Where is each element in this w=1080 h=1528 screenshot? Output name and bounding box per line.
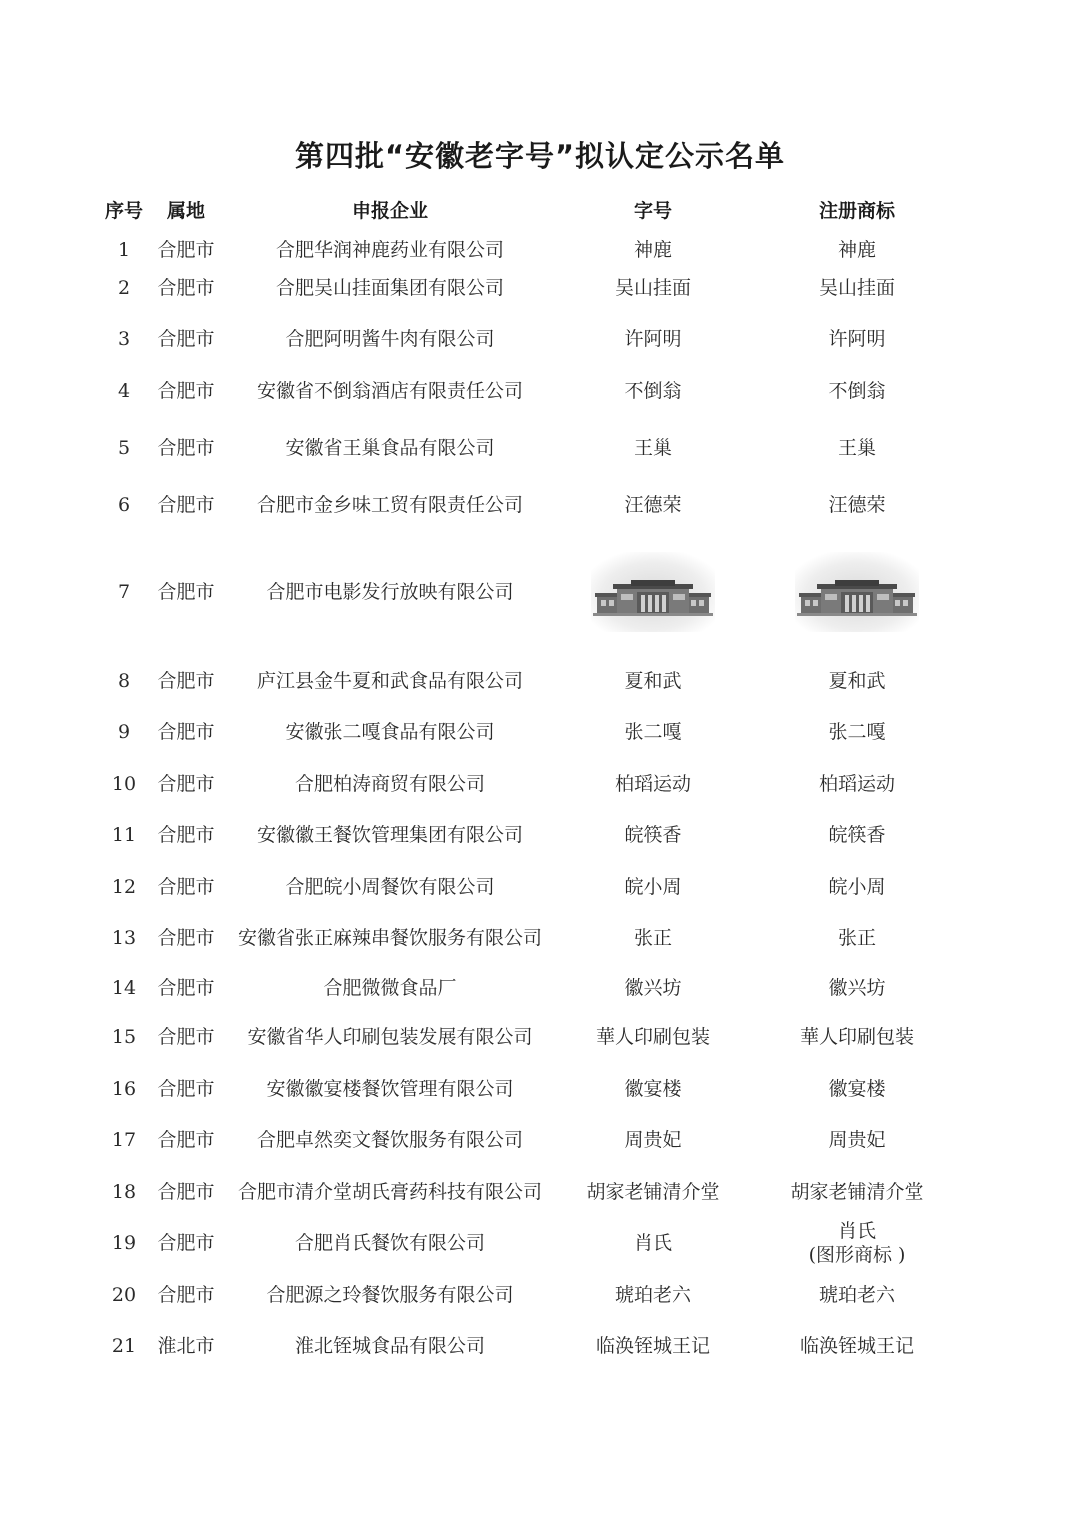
cell-enterprise: 合肥华润神鹿药业有限公司 <box>275 239 504 261</box>
cell-enterprise: 安徽省不倒翁酒店有限责任公司 <box>256 380 523 402</box>
cell-enterprise: 安徽省张正麻辣串餐饮服务有限公司 <box>237 927 542 949</box>
cell-enterprise: 安徽省王巢食品有限公司 <box>285 437 495 459</box>
cell-brand-name: 汪德荣 <box>624 494 682 516</box>
building-logo-icon <box>591 552 715 632</box>
table-row <box>0 1328 1080 1364</box>
cell-seq: 13 <box>111 927 137 949</box>
cell-location: 合肥市 <box>157 670 215 692</box>
cell-location: 合肥市 <box>157 494 215 516</box>
cell-trademark <box>765 1217 949 1269</box>
cell-enterprise: 淮北铚城食品有限公司 <box>294 1335 485 1357</box>
cell-trademark: 琥珀老六 <box>818 1284 895 1306</box>
cell-seq: 1 <box>117 239 131 261</box>
cell-trademark: 许阿明 <box>828 328 886 350</box>
cell-enterprise: 合肥源之玲餐饮服务有限公司 <box>266 1284 514 1306</box>
cell-trademark: 皖筷香 <box>828 824 886 846</box>
cell-enterprise: 安徽省华人印刷包装发展有限公司 <box>247 1026 533 1048</box>
cell-location: 合肥市 <box>157 1078 215 1100</box>
cell-enterprise: 合肥市清介堂胡氏膏药科技有限公司 <box>237 1181 542 1203</box>
cell-trademark: 汪德荣 <box>828 494 886 516</box>
cell-enterprise: 庐江县金牛夏和武食品有限公司 <box>256 670 523 692</box>
cell-location: 合肥市 <box>157 824 215 846</box>
cell-trademark: 胡家老铺清介堂 <box>790 1181 924 1203</box>
table-row <box>0 817 1080 853</box>
cell-location: 合肥市 <box>157 927 215 949</box>
table-row <box>0 714 1080 750</box>
cell-trademark: 张正 <box>837 927 876 949</box>
table-row <box>0 663 1080 699</box>
cell-seq: 20 <box>111 1284 137 1306</box>
table-row <box>0 869 1080 905</box>
cell-enterprise: 合肥吴山挂面集团有限公司 <box>275 277 504 299</box>
table-row <box>0 487 1080 523</box>
table-row <box>0 373 1080 409</box>
cell-brand-name: 王巢 <box>633 437 672 459</box>
building-logo-icon <box>795 552 919 632</box>
header-location: 属地 <box>166 200 205 222</box>
cell-brand-name: 皖筷香 <box>624 824 682 846</box>
cell-location: 合肥市 <box>157 1026 215 1048</box>
table-row <box>0 545 1080 639</box>
cell-brand-name: 周贵妃 <box>624 1129 682 1151</box>
cell-seq: 3 <box>117 328 131 350</box>
cell-enterprise: 合肥微微食品厂 <box>323 977 457 999</box>
cell-brand-name: 肖氏 <box>633 1232 672 1254</box>
cell-brand-name: 夏和武 <box>624 670 682 692</box>
cell-brand-name: 吴山挂面 <box>614 277 691 299</box>
cell-enterprise: 合肥肖氏餐饮有限公司 <box>294 1232 485 1254</box>
cell-enterprise: 合肥市电影发行放映有限公司 <box>266 581 514 603</box>
table-row <box>0 970 1080 1006</box>
header-enterprise: 申报企业 <box>351 200 428 222</box>
cell-trademark: 周贵妃 <box>828 1129 886 1151</box>
table-header <box>0 194 1080 228</box>
cell-seq: 7 <box>117 581 131 603</box>
cell-trademark: 徽宴楼 <box>828 1078 886 1100</box>
cell-seq: 5 <box>117 437 131 459</box>
cell-brand-name: 临涣铚城王记 <box>595 1335 710 1357</box>
cell-brand-name: 神鹿 <box>633 239 672 261</box>
table-row <box>0 430 1080 466</box>
cell-enterprise: 合肥卓然奕文餐饮服务有限公司 <box>256 1129 523 1151</box>
cell-brand-name <box>565 545 741 639</box>
cell-location: 合肥市 <box>157 1284 215 1306</box>
table-row <box>0 1277 1080 1313</box>
table-row <box>0 270 1080 306</box>
trademark-text: 肖氏 <box>837 1220 876 1242</box>
cell-location: 合肥市 <box>157 1232 215 1254</box>
cell-location: 合肥市 <box>157 1129 215 1151</box>
cell-seq: 9 <box>117 721 131 743</box>
cell-brand-name: 徽兴坊 <box>624 977 682 999</box>
cell-trademark: 神鹿 <box>837 239 876 261</box>
cell-seq: 10 <box>111 773 137 795</box>
cell-seq: 4 <box>117 380 131 402</box>
cell-enterprise: 合肥阿明酱牛肉有限公司 <box>285 328 495 350</box>
header-trademark: 注册商标 <box>818 200 895 222</box>
cell-trademark: 柏瑫运动 <box>818 773 895 795</box>
cell-location: 合肥市 <box>157 581 215 603</box>
cell-location: 合肥市 <box>157 977 215 999</box>
cell-location: 合肥市 <box>157 1181 215 1203</box>
cell-seq: 8 <box>117 670 131 692</box>
cell-location: 合肥市 <box>157 721 215 743</box>
cell-location: 合肥市 <box>157 277 215 299</box>
cell-seq: 21 <box>111 1335 137 1357</box>
cell-location: 合肥市 <box>157 773 215 795</box>
table-row <box>0 1122 1080 1158</box>
cell-seq: 16 <box>111 1078 137 1100</box>
cell-brand-name: 柏瑫运动 <box>614 773 691 795</box>
cell-trademark: 临涣铚城王记 <box>799 1335 914 1357</box>
page-title: 第四批“安徽老字号”拟认定公示名单 <box>294 139 786 173</box>
cell-enterprise: 安徽徽宴楼餐饮管理有限公司 <box>266 1078 514 1100</box>
cell-location: 淮北市 <box>157 1335 215 1357</box>
header-brand-name: 字号 <box>633 200 672 222</box>
cell-trademark: 吴山挂面 <box>818 277 895 299</box>
cell-brand-name: 華人印刷包装 <box>595 1026 710 1048</box>
cell-enterprise: 合肥皖小周餐饮有限公司 <box>285 876 495 898</box>
cell-seq: 18 <box>111 1181 137 1203</box>
cell-location: 合肥市 <box>157 328 215 350</box>
table-row <box>0 1174 1080 1210</box>
table-row <box>0 1019 1080 1055</box>
cell-enterprise: 安徽张二嘎食品有限公司 <box>285 721 495 743</box>
cell-trademark: 张二嘎 <box>828 721 886 743</box>
cell-seq: 17 <box>111 1129 137 1151</box>
cell-enterprise: 安徽徽王餐饮管理集团有限公司 <box>256 824 523 846</box>
cell-seq: 6 <box>117 494 131 516</box>
cell-enterprise: 合肥柏涛商贸有限公司 <box>294 773 485 795</box>
cell-brand-name: 不倒翁 <box>624 380 682 402</box>
cell-enterprise: 合肥市金乡味工贸有限责任公司 <box>256 494 523 516</box>
table-row <box>0 232 1080 268</box>
cell-brand-name: 徽宴楼 <box>624 1078 682 1100</box>
cell-trademark <box>765 545 949 639</box>
cell-location: 合肥市 <box>157 437 215 459</box>
cell-brand-name: 张二嘎 <box>624 721 682 743</box>
table-row <box>0 920 1080 956</box>
cell-trademark: 夏和武 <box>828 670 886 692</box>
header-seq: 序号 <box>104 200 143 222</box>
cell-seq: 12 <box>111 876 137 898</box>
cell-location: 合肥市 <box>157 239 215 261</box>
cell-trademark: 徽兴坊 <box>828 977 886 999</box>
cell-brand-name: 皖小周 <box>624 876 682 898</box>
cell-seq: 11 <box>111 824 137 846</box>
cell-seq: 2 <box>117 277 131 299</box>
cell-trademark: 王巢 <box>837 437 876 459</box>
cell-seq: 14 <box>111 977 137 999</box>
cell-brand-name: 琥珀老六 <box>614 1284 691 1306</box>
cell-trademark: 華人印刷包装 <box>799 1026 914 1048</box>
table-row <box>0 766 1080 802</box>
cell-brand-name: 张正 <box>633 927 672 949</box>
trademark-note: (图形商标 ) <box>808 1244 906 1266</box>
cell-brand-name: 胡家老铺清介堂 <box>586 1181 720 1203</box>
cell-seq: 15 <box>111 1026 137 1048</box>
cell-location: 合肥市 <box>157 876 215 898</box>
cell-trademark: 不倒翁 <box>828 380 886 402</box>
table-row <box>0 321 1080 357</box>
cell-location: 合肥市 <box>157 380 215 402</box>
table-row <box>0 1217 1080 1269</box>
table-row <box>0 1071 1080 1107</box>
cell-seq: 19 <box>111 1232 137 1254</box>
cell-trademark: 皖小周 <box>828 876 886 898</box>
cell-brand-name: 许阿明 <box>624 328 682 350</box>
